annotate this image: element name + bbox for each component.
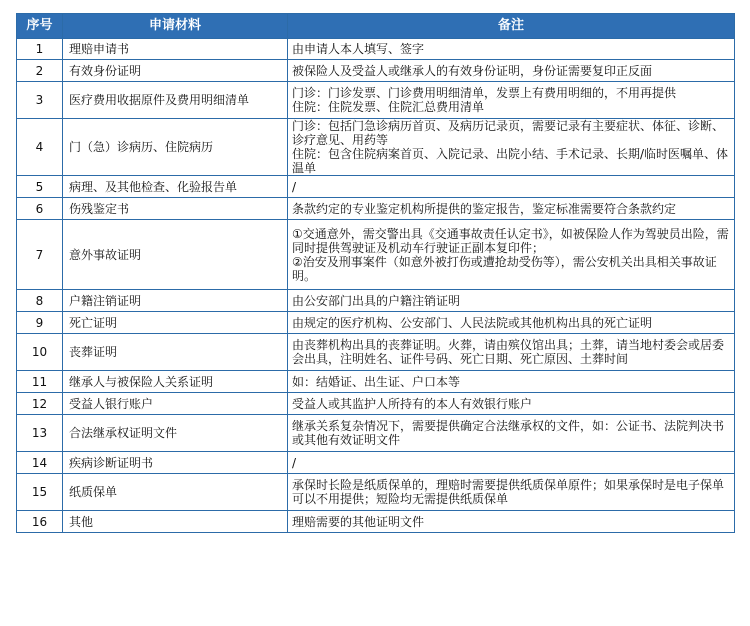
row-note: 继承关系复杂情况下，需要提供确定合法继承权的文件，如：公证书、法院判决书或其他有效证明文件 — [288, 415, 735, 452]
table-header-row — [17, 14, 735, 39]
row-note: 理赔需要的其他证明文件 — [288, 511, 735, 533]
table-row — [17, 60, 735, 82]
row-material: 纸质保单 — [63, 474, 288, 511]
table-row — [17, 39, 735, 60]
table-row — [17, 312, 735, 334]
row-number: 10 — [17, 334, 63, 371]
table-row — [17, 176, 735, 198]
table-row — [17, 393, 735, 415]
row-number: 5 — [17, 176, 63, 198]
row-note: 被保险人及受益人或继承人的有效身份证明，身份证需要复印正反面 — [288, 60, 735, 82]
row-number: 16 — [17, 511, 63, 533]
table-row — [17, 198, 735, 220]
row-material: 意外事故证明 — [63, 220, 288, 290]
row-note: 如：结婚证、出生证、户口本等 — [288, 371, 735, 393]
row-material: 有效身份证明 — [63, 60, 288, 82]
row-note: 由规定的医疗机构、公安部门、人民法院或其他机构出具的死亡证明 — [288, 312, 735, 334]
table-row — [17, 371, 735, 393]
row-material: 其他 — [63, 511, 288, 533]
row-note: 承保时长险是纸质保单的，理赔时需要提供纸质保单原件；如果承保时是电子保单可以不用提供；短险均无需提供纸质保单 — [288, 474, 735, 511]
table-row — [17, 290, 735, 312]
row-number: 14 — [17, 452, 63, 474]
row-number: 8 — [17, 290, 63, 312]
row-material: 医疗费用收据原件及费用明细清单 — [63, 82, 288, 119]
table-row — [17, 452, 735, 474]
header-material: 申请材料 — [63, 14, 288, 39]
row-note: 条款约定的专业鉴定机构所提供的鉴定报告，鉴定标准需要符合条款约定 — [288, 198, 735, 220]
row-note: / — [288, 452, 735, 474]
row-note: 由申请人本人填写、签字 — [288, 39, 735, 60]
row-material: 门（急）诊病历、住院病历 — [63, 119, 288, 176]
row-note: / — [288, 176, 735, 198]
table-row — [17, 474, 735, 511]
header-number: 序号 — [17, 14, 63, 39]
row-number: 12 — [17, 393, 63, 415]
row-material: 理赔申请书 — [63, 39, 288, 60]
row-material: 受益人银行账户 — [63, 393, 288, 415]
row-note: 受益人或其监护人所持有的本人有效银行账户 — [288, 393, 735, 415]
row-number: 4 — [17, 119, 63, 176]
row-material: 伤残鉴定书 — [63, 198, 288, 220]
row-note: ①交通意外，需交警出具《交通事故责任认定书》，如被保险人作为驾驶员出险，需同时提供驾驶证及机动车行驶证正副本复印件； ②治安及刑事案件（如意外被打伤或遭抢劫受伤等），需公安机关出具相关事故证明。 — [288, 220, 735, 290]
table-row — [17, 511, 735, 533]
row-material: 继承人与被保险人关系证明 — [63, 371, 288, 393]
header-note: 备注 — [288, 14, 735, 39]
row-note: 门诊：包括门急诊病历首页、及病历记录页，需要记录有主要症状、体征、诊断、诊疗意见、用药等 住院：包含住院病案首页、入院记录、出院小结、手术记录、长期/临时医嘱单、体温单 — [288, 119, 735, 176]
table-row — [17, 220, 735, 290]
row-material: 病理、及其他检查、化验报告单 — [63, 176, 288, 198]
row-number: 2 — [17, 60, 63, 82]
row-number: 3 — [17, 82, 63, 119]
claim-materials-table — [16, 13, 735, 533]
row-note: 门诊：门诊发票、门诊费用明细清单，发票上有费用明细的，不用再提供 住院：住院发票、住院汇总费用清单 — [288, 82, 735, 119]
table-row — [17, 415, 735, 452]
row-material: 合法继承权证明文件 — [63, 415, 288, 452]
row-number: 9 — [17, 312, 63, 334]
claim-materials-table-wrapper — [16, 13, 734, 533]
row-material: 户籍注销证明 — [63, 290, 288, 312]
table-row — [17, 82, 735, 119]
row-number: 11 — [17, 371, 63, 393]
table-row — [17, 334, 735, 371]
row-number: 1 — [17, 39, 63, 60]
row-material: 死亡证明 — [63, 312, 288, 334]
row-material: 疾病诊断证明书 — [63, 452, 288, 474]
row-number: 7 — [17, 220, 63, 290]
row-note: 由丧葬机构出具的丧葬证明。火葬，请由殡仪馆出具；土葬，请当地村委会或居委会出具，注明姓名、证件号码、死亡日期、死亡原因、土葬时间 — [288, 334, 735, 371]
row-note: 由公安部门出具的户籍注销证明 — [288, 290, 735, 312]
row-material: 丧葬证明 — [63, 334, 288, 371]
table-row — [17, 119, 735, 176]
row-number: 6 — [17, 198, 63, 220]
row-number: 15 — [17, 474, 63, 511]
row-number: 13 — [17, 415, 63, 452]
